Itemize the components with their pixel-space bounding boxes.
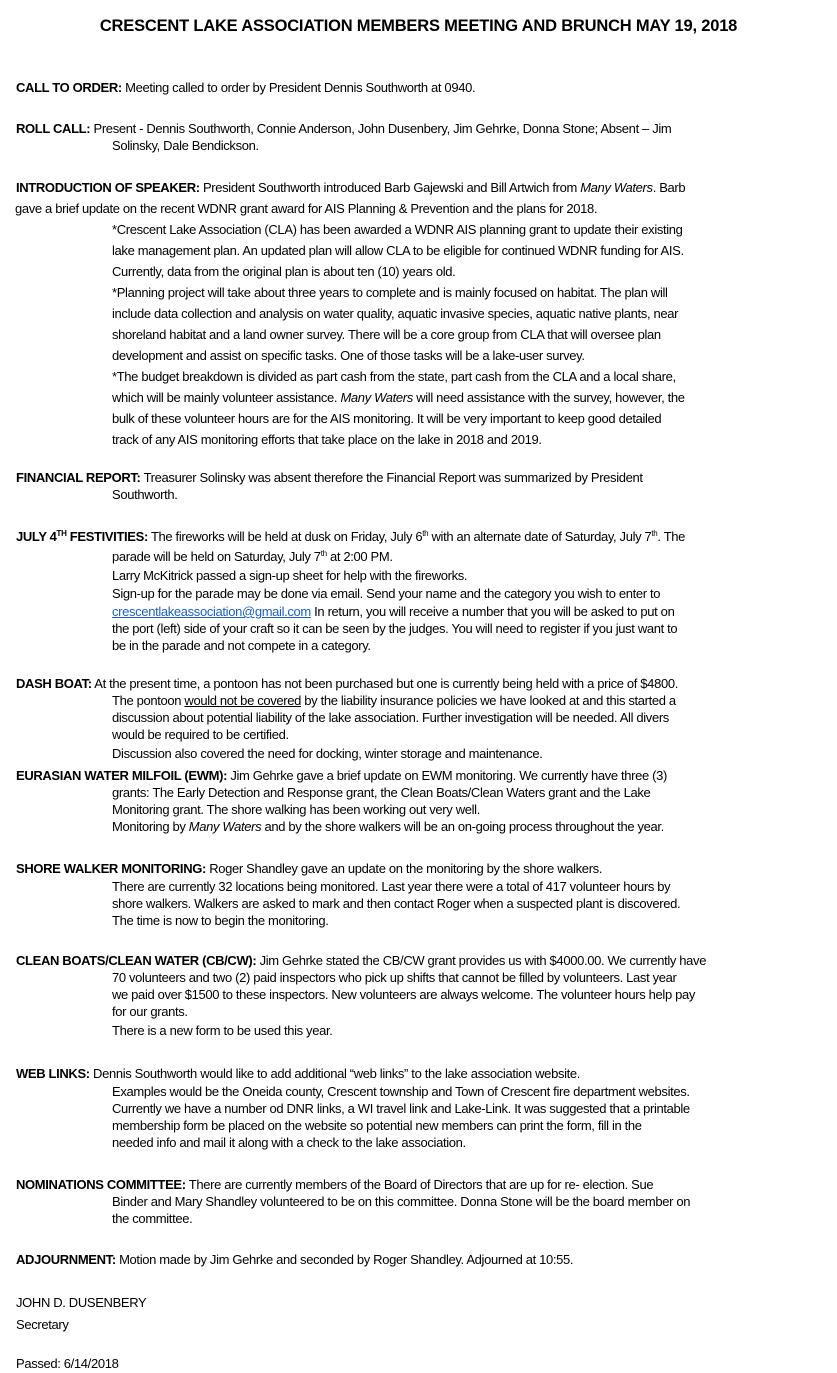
section-text: Currently we have a number od DNR links, a WI travel link and Lake-Link. It was suggested that a printable	[112, 1101, 690, 1116]
section-text: The fireworks will be held at dusk on Friday, July 6	[147, 529, 423, 544]
ordinal-suffix: th	[422, 529, 429, 538]
section-text: discussion about potential liability of the lake association. Further investigation will be needed. All divers	[112, 710, 669, 725]
section-heading: ADJOURNMENT:	[16, 1252, 116, 1267]
paragraph-line: shoreland habitat and a land owner survey. There will be a core group from CLA that will oversee plan	[112, 327, 661, 342]
section-text: Monitoring grant. The shore walking has been working out very well.	[112, 802, 480, 817]
signature-block	[16, 1292, 816, 1336]
section-text: Sign-up for the parade may be done via email. Send your name and the category you wish to enter to	[112, 586, 661, 601]
section-text: the port (left) side of your craft so it can be seen by the judges. You will need to register if you just want to	[112, 621, 678, 636]
section-heading: CLEAN BOATS/CLEAN WATER (CB/CW):	[16, 953, 257, 968]
section-text: There are currently 32 locations being monitored. Last year there were a total of 417 volunteer hours by	[112, 879, 671, 894]
section-clean-boats-clean-water	[16, 952, 816, 1039]
document-title: CRESCENT LAKE ASSOCIATION MEMBERS MEETING AND BRUNCH MAY 19, 2018	[99, 17, 738, 35]
section-text: The pontoon	[112, 693, 185, 708]
section-text: with an alternate date of Saturday, July 7	[428, 529, 652, 544]
section-text: Jim Gehrke gave a brief update on EWM monitoring. We currently have three (3)	[227, 768, 668, 783]
paragraph-line: bulk of these volunteer hours are for the AIS monitoring. It will be very important to keep good detailed	[112, 411, 662, 426]
paragraph-line: *The budget breakdown is divided as part cash from the state, part cash from the CLA and a local share,	[112, 369, 676, 384]
section-text: Dennis Southworth would like to add additional “web links” to the lake association website.	[89, 1066, 581, 1081]
section-text: membership form be placed on the website so potential new members can print the form, fill in the	[112, 1118, 642, 1133]
section-text: Examples would be the Oneida county, Crescent township and Town of Crescent fire department websites.	[112, 1084, 690, 1099]
paragraph-line: which will be mainly volunteer assistance.	[112, 390, 341, 405]
section-heading: JULY 4TH FESTIVITIES:	[16, 529, 148, 544]
org-name: Many Waters	[580, 180, 653, 195]
section-text: Solinsky, Dale Bendickson.	[112, 138, 259, 153]
section-text: In return, you will receive a number that you will be asked to put on	[310, 604, 675, 619]
section-heading: WEB LINKS:	[16, 1066, 90, 1081]
org-name: Many Waters	[340, 390, 413, 405]
section-text: 70 volunteers and two (2) paid inspectors who pick up shifts that cannot be filled by volunteers. Last year	[112, 970, 677, 985]
section-text: Larry McKitrick passed a sign-up sheet for help with the fireworks.	[112, 568, 468, 583]
section-text: needed info and mail it along with a check to the lake association.	[112, 1135, 466, 1150]
section-eurasian-water-milfoil	[16, 767, 816, 835]
section-heading: EURASIAN WATER MILFOIL (EWM):	[16, 768, 228, 783]
section-text: shore walkers. Walkers are asked to mark and then contact Roger when a suspected plant is discovered.	[112, 896, 681, 911]
section-text: Meeting called to order by President Dennis Southworth at 0940.	[121, 80, 476, 95]
underlined-text: would not be covered	[184, 693, 302, 708]
section-text: Southworth.	[112, 487, 178, 502]
section-text: Jim Gehrke stated the CB/CW grant provides us with $4000.00. We currently have	[256, 953, 707, 968]
section-web-links	[16, 1064, 816, 1151]
paragraph-line: lake management plan. An updated plan will allow CLA to be eligible for continued WDNR funding for AIS.	[112, 243, 684, 258]
section-text: The time is now to begin the monitoring.	[112, 913, 329, 928]
section-heading: INTRODUCTION OF SPEAKER:	[16, 180, 200, 195]
section-text: President Southworth introduced Barb Gajewski and Bill Artwich from	[199, 180, 581, 195]
section-text: Treasurer Solinsky was absent therefore the Financial Report was summarized by President	[140, 470, 643, 485]
section-text: Binder and Mary Shandley volunteered to be on this committee. Donna Stone will be the board member on	[112, 1194, 691, 1209]
paragraph-line: Currently, data from the original plan is about ten (10) years old.	[112, 264, 456, 279]
email-link[interactable]: crescentlakeassociation@gmail.com	[112, 604, 311, 619]
paragraph-line: include data collection and analysis on water quality, aquatic invasive species, aquatic native plants, near	[112, 306, 679, 321]
paragraph-line: will need assistance with the survey, however, the	[412, 390, 685, 405]
section-text: and by the shore walkers will be an on-going process throughout the year.	[261, 819, 664, 834]
section-text: we paid over $1500 to these inspectors. New volunteers are always welcome. The volunteer hours help pay	[112, 987, 695, 1002]
section-text: would be required to be certified.	[112, 727, 289, 742]
paragraph-line: *Crescent Lake Association (CLA) has been awarded a WDNR AIS planning grant to update their existing	[112, 222, 683, 237]
org-name: Many Waters	[188, 819, 262, 834]
section-text: . The	[657, 529, 686, 544]
section-dash-boat	[16, 675, 816, 762]
section-text: Discussion also covered the need for docking, winter storage and maintenance.	[112, 746, 543, 761]
section-heading: ROLL CALL:	[16, 121, 91, 136]
ordinal-suffix: th	[320, 549, 327, 558]
ordinal-suffix: th	[651, 529, 658, 538]
section-roll-call	[16, 120, 816, 154]
section-text: at 2:00 PM.	[326, 549, 393, 564]
section-adjournment	[16, 1251, 816, 1268]
section-introduction-of-speaker	[16, 177, 816, 450]
section-heading: NOMINATIONS COMMITTEE:	[16, 1177, 186, 1192]
section-nominations-committee	[16, 1176, 816, 1227]
section-text: be in the parade and not compete in a category.	[112, 638, 371, 653]
secretary-name: JOHN D. DUSENBERY	[16, 1295, 147, 1310]
paragraph-line: *Planning project will take about three years to complete and is mainly focused on habitat. The plan will	[112, 285, 668, 300]
section-shore-walker-monitoring	[16, 859, 816, 929]
section-text: . Barb	[652, 180, 686, 195]
passed-date	[16, 1355, 816, 1372]
passed-date-text: Passed: 6/14/2018	[16, 1356, 119, 1371]
section-text: Motion made by Jim Gehrke and seconded by Roger Shandley. Adjourned at 10:55.	[115, 1252, 574, 1267]
section-text: There is a new form to be used this year.	[112, 1023, 333, 1038]
paragraph-line: development and assist on specific tasks. One of those tasks will be a lake-user survey.	[112, 348, 585, 363]
section-text: At the present time, a pontoon has not been purchased but one is currently being held with a price of $4800.	[91, 676, 678, 691]
section-text: grants: The Early Detection and Response grant, the Clean Boats/Clean Waters grant and the Lake	[112, 785, 651, 800]
section-text: the committee.	[112, 1211, 193, 1226]
section-text: There are currently members of the Board of Directors that are up for re- election. Sue	[185, 1177, 654, 1192]
section-heading: SHORE WALKER MONITORING:	[16, 861, 206, 876]
secretary-role: Secretary	[16, 1317, 69, 1332]
section-july-4th-festivities	[16, 527, 816, 654]
section-text: gave a brief update on the recent WDNR grant award for AIS Planning & Prevention and the plans for 2018.	[15, 201, 598, 216]
section-heading: DASH BOAT:	[16, 676, 92, 691]
section-financial-report	[16, 469, 816, 503]
section-heading: CALL TO ORDER:	[16, 80, 122, 95]
section-heading: FINANCIAL REPORT:	[16, 470, 141, 485]
paragraph-line: track of any AIS monitoring efforts that take place on the lake in 2018 and 2019.	[112, 432, 542, 447]
section-text: by the liability insurance policies we have looked at and this started a	[301, 693, 676, 708]
section-text: Roger Shandley gave an update on the monitoring by the shore walkers.	[205, 861, 603, 876]
section-text: Monitoring by	[112, 819, 189, 834]
section-text: Present - Dennis Southworth, Connie Anderson, John Dusenbery, Jim Gehrke, Donna Stone; Absent – Jim	[90, 121, 672, 136]
section-call-to-order	[16, 79, 816, 96]
section-text: parade will be held on Saturday, July 7	[112, 549, 321, 564]
section-text: for our grants.	[112, 1004, 188, 1019]
